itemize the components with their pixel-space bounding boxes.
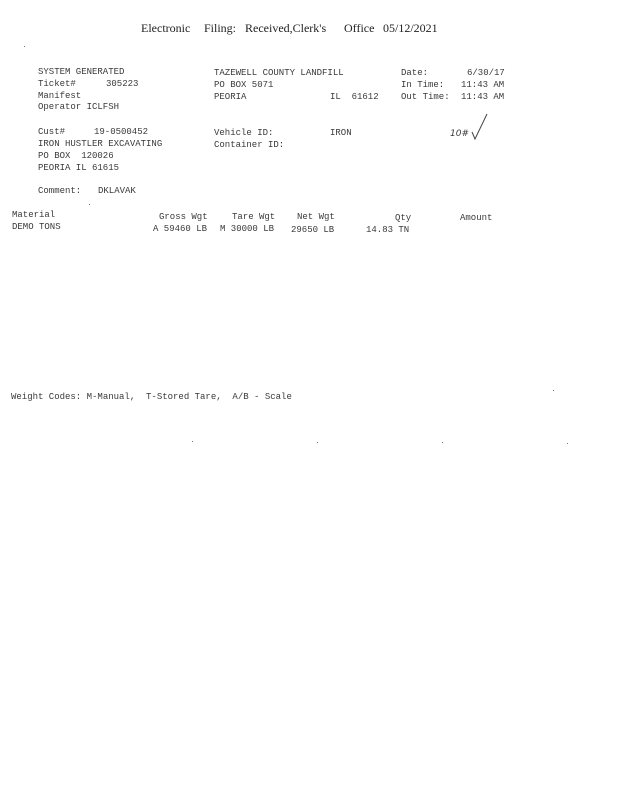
customer-name: IRON HUSTLER EXCAVATING [38, 139, 163, 149]
system-generated: SYSTEM GENERATED [38, 67, 125, 77]
header-tare: Tare Wgt [232, 212, 276, 222]
operator: Operator ICLFSH [38, 102, 120, 112]
scan-speck [567, 443, 568, 444]
row-net: 29650 LB [291, 225, 335, 235]
scan-speck [317, 442, 318, 443]
stamp-date: 05/12/2021 [383, 21, 438, 35]
weight-codes: Weight Codes: M-Manual, T-Stored Tare, A/B - Scale [11, 392, 292, 402]
header-material: Material [12, 210, 56, 220]
container-label: Container ID: [214, 140, 285, 150]
row-tare: M 30000 LB [220, 224, 275, 234]
customer-pobox: PO BOX 120026 [38, 151, 114, 161]
facility-name: TAZEWELL COUNTY LANDFILL [214, 68, 344, 78]
scan-speck [442, 442, 443, 443]
stamp-filing: Filing: [204, 21, 237, 35]
facility-pobox: PO BOX 5071 [214, 80, 274, 90]
vehicle-value: IRON [330, 128, 352, 138]
scan-speck [192, 441, 193, 442]
stamp-office: Office [344, 21, 375, 35]
comment-value: DKLAVAK [98, 186, 136, 196]
cust-label: Cust# [38, 127, 66, 137]
row-qty: 14.83 TN [366, 225, 410, 235]
facility-city: PEORIA [214, 92, 247, 102]
checkmark-icon [470, 112, 490, 142]
manifest-label: Manifest [38, 91, 82, 101]
header-qty: Qty [395, 213, 412, 223]
row-gross: A 59460 LB [153, 224, 208, 234]
header-net: Net Wgt [297, 212, 335, 222]
out-time-value: 11:43 AM [461, 92, 505, 102]
ticket-label: Ticket# [38, 79, 76, 89]
handwritten-note: 10# [450, 129, 469, 139]
customer-city: PEORIA IL 61615 [38, 163, 120, 173]
in-time-label: In Time: [401, 80, 445, 90]
date-value: 6/30/17 [467, 68, 505, 78]
cust-number: 19-0500452 [94, 127, 149, 137]
header-gross: Gross Wgt [159, 212, 208, 222]
scan-speck [89, 204, 90, 205]
vehicle-label: Vehicle ID: [214, 128, 274, 138]
stamp-electronic: Electronic [141, 21, 191, 35]
out-time-label: Out Time: [401, 92, 450, 102]
header-amount: Amount [460, 213, 493, 223]
stamp-received: Received,Clerk's [245, 21, 327, 35]
ticket-number: 305223 [106, 79, 139, 89]
scan-speck [553, 390, 554, 391]
row-material: DEMO TONS [12, 222, 61, 232]
in-time-value: 11:43 AM [461, 80, 505, 90]
scan-speck [24, 46, 25, 47]
date-label: Date: [401, 68, 429, 78]
facility-state-zip: IL 61612 [330, 92, 379, 102]
comment-label: Comment: [38, 186, 82, 196]
